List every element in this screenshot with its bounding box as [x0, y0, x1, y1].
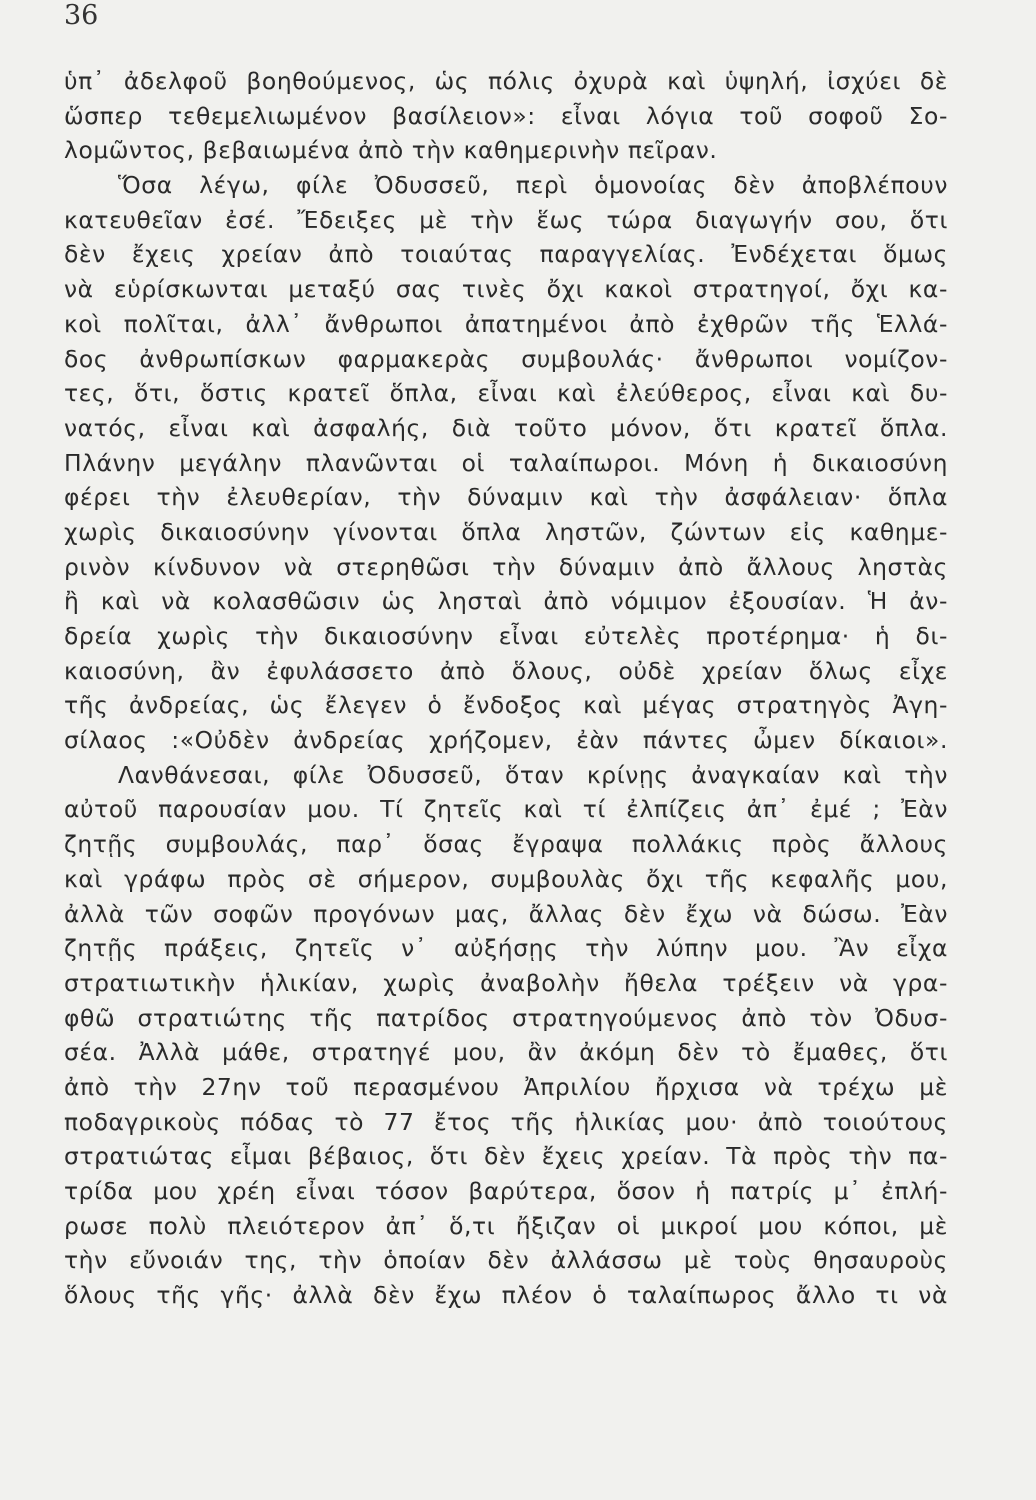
text-line: δρεία χωρὶς τὴν δικαιοσύνην εἶναι εὐτελὲς προτέρημα· ἡ δι- [64, 622, 948, 650]
text-line: ρινὸν κίνδυνον νὰ στερηθῶσι τὴν δύναμιν ἀπὸ ἄλλους ληστὰς [64, 552, 948, 581]
text-line: δος ἀνθρωπίσκων φαρμακερὰς συμβουλάς· ἄνθρωποι νομίζον- [64, 344, 948, 373]
text-line: λομῶντος, βεβαιωμένα ἀπὸ τὴν καθημερινὴν πεῖραν. [64, 136, 718, 165]
text-line: στρατιώτας εἶμαι βέβαιος, ὅτι δὲν ἔχεις χρείαν. Τὰ πρὸς τὴν πα- [64, 1142, 948, 1171]
text-line: τῆς ἀνδρείας, ὡς ἔλεγεν ὁ ἔνδοξος καὶ μέγας στρατηγὸς Ἀγη- [64, 691, 948, 720]
text-line: ἀλλὰ τῶν σοφῶν προγόνων μας, ἄλλας δὲν ἔχω νὰ δώσω. Ἐὰν [64, 899, 948, 928]
text-line: ζητῇς πράξεις, ζητεῖς ν᾽ αὐξήσῃς τὴν λύπην μου. Ἂν εἶχα [64, 934, 948, 963]
text-line: νὰ εὑρίσκωνται μεταξύ σας τινὲς ὄχι κακοὶ στρατηγοί, ὄχι κα- [64, 275, 948, 304]
text-line: Ὅσα λέγω, φίλε Ὀδυσσεῦ, περὶ ὁμονοίας δὲν ἀποβλέπουν [118, 171, 948, 200]
text-line: φέρει τὴν ἐλευθερίαν, τὴν δύναμιν καὶ τὴν ἀσφάλειαν· ὅπλα [64, 483, 948, 512]
text-line: σέα. Ἀλλὰ μάθε, στρατηγέ μου, ἂν ἀκόμη δὲν τὸ ἔμαθες, ὅτι [64, 1038, 948, 1067]
text-line: σίλαος :«Οὐδὲν ἀνδρείας χρήζομεν, ἐὰν πάντες ὦμεν δίκαιοι». [64, 726, 948, 755]
text-line: καιοσύνη, ἂν ἐφυλάσσετο ἀπὸ ὅλους, οὐδὲ χρείαν ὅλως εἶχε [64, 656, 948, 685]
text-line: στρατιωτικὴν ἡλικίαν, χωρὶς ἀναβολὴν ἤθελα τρέξειν νὰ γρα- [64, 968, 948, 997]
text-line: τες, ὅτι, ὅστις κρατεῖ ὅπλα, εἶναι καὶ ἐλεύθερος, εἶναι καὶ δυ- [64, 379, 948, 408]
text-line: ἀπὸ τὴν 27ην τοῦ περασμένου Ἀπριλίου ἤρχισα νὰ τρέχω μὲ [64, 1072, 948, 1101]
text-line: κοὶ πολῖται, ἀλλ᾽ ἄνθρωποι ἀπατημένοι ἀπὸ ἐχθρῶν τῆς Ἑλλά- [64, 309, 948, 338]
text-line: ποδαγρικοὺς πόδας τὸ 77 ἔτος τῆς ἡλικίας μου· ἀπὸ τοιούτους [64, 1107, 948, 1136]
text-line: τρίδα μου χρέη εἶναι τόσον βαρύτερα, ὅσον ἡ πατρίς μ᾽ ἐπλή- [64, 1177, 948, 1205]
text-line: δὲν ἔχεις χρείαν ἀπὸ τοιαύτας παραγγελίας. Ἐνδέχεται ὅμως [64, 240, 948, 269]
text-line: τὴν εὔνοιάν της, τὴν ὁποίαν δὲν ἀλλάσσω μὲ τοὺς θησαυροὺς [64, 1246, 948, 1275]
text-line: ρωσε πολὺ πλειότερον ἀπ᾽ ὅ,τι ἤξιζαν οἱ μικροί μου κόποι, μὲ [64, 1211, 948, 1240]
text-line: χωρὶς δικαιοσύνην γίνονται ὅπλα ληστῶν, ζώντων εἰς καθημε- [64, 517, 948, 546]
text-line: ὥσπερ τεθεμελιωμένον βασίλειον»: εἶναι λόγια τοῦ σοφοῦ Σο- [64, 101, 948, 130]
text-line: ἢ καὶ νὰ κολασθῶσιν ὡς λησταὶ ἀπὸ νόμιμον ἐξουσίαν. Ἡ ἀν- [64, 587, 948, 616]
text-line: νατός, εἶναι καὶ ἀσφαλής, διὰ τοῦτο μόνον, ὅτι κρατεῖ ὅπλα. [64, 413, 948, 442]
text-line: ζητῇς συμβουλάς, παρ᾽ ὅσας ἔγραψα πολλάκις πρὸς ἄλλους [64, 830, 948, 859]
text-line: φθῶ στρατιώτης τῆς πατρίδος στρατηγούμενος ἀπὸ τὸν Ὀδυσ- [64, 1003, 948, 1032]
body-text [64, 64, 948, 1313]
text-line: Πλάνην μεγάλην πλανῶνται οἱ ταλαίπωροι. Μόνη ἡ δικαιοσύνη [64, 448, 948, 477]
text-line: καὶ γράφω πρὸς σὲ σήμερον, συμβουλὰς ὄχι τῆς κεφαλῆς μου, [64, 864, 948, 893]
page-number: 36 [64, 0, 99, 31]
text-line: κατευθεῖαν ἐσέ. Ἔδειξες μὲ τὴν ἕως τώρα διαγωγήν σου, ὅτι [64, 205, 948, 234]
text-line: αὐτοῦ παρουσίαν μου. Τί ζητεῖς καὶ τί ἐλπίζεις ἀπ᾽ ἐμέ ; Ἐὰν [64, 795, 948, 824]
text-line: Λανθάνεσαι, φίλε Ὀδυσσεῦ, ὅταν κρίνῃς ἀναγκαίαν καὶ τὴν [118, 760, 948, 789]
text-line: ὅλους τῆς γῆς· ἀλλὰ δὲν ἔχω πλέον ὁ ταλαίπωρος ἄλλο τι νὰ [64, 1281, 948, 1310]
text-line: ὑπ᾽ ἀδελφοῦ βοηθούμενος, ὡς πόλις ὀχυρὰ καὶ ὑψηλή, ἰσχύει δὲ [64, 67, 948, 95]
